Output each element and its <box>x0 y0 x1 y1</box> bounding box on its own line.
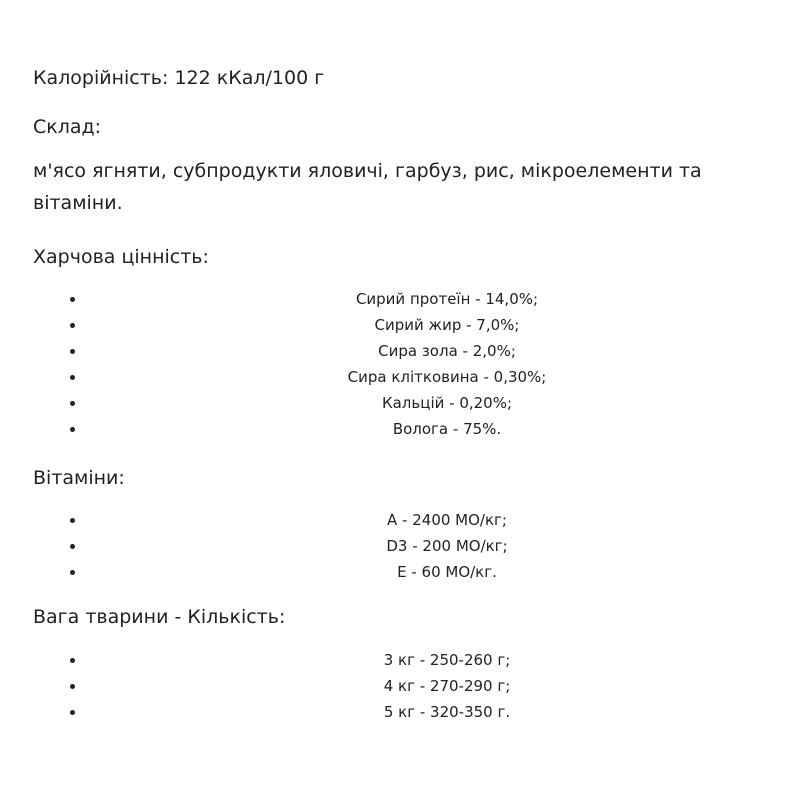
composition-text: м'ясо ягняти, субпродукти яловичі, гарбуз, рис, мікроелементи та вітаміни. <box>33 160 702 214</box>
nutrition-heading: Харчова цінність: <box>33 246 209 268</box>
nutrition-list <box>0 286 800 442</box>
bullet-icon <box>70 710 75 715</box>
bullet-icon <box>70 658 75 663</box>
bullet-icon <box>70 349 75 354</box>
list-item: Сирий протеїн - 14,0%; <box>0 286 800 312</box>
list-item: А - 2400 МО/кг; <box>0 507 800 533</box>
bullet-icon <box>70 544 75 549</box>
list-item: Кальцій - 0,20%; <box>0 390 800 416</box>
list-item: Волога - 75%. <box>0 416 800 442</box>
bullet-icon <box>70 323 75 328</box>
calories-text: Калорійність: 122 кКал/100 г <box>33 67 325 89</box>
dosage-heading: Вага тварини - Кількість: <box>33 606 286 628</box>
vitamins-list <box>0 507 800 585</box>
bullet-icon <box>70 297 75 302</box>
list-item: 4 кг - 270-290 г; <box>0 673 800 699</box>
list-item: Е - 60 МО/кг. <box>0 559 800 585</box>
list-item: Сирий жир - 7,0%; <box>0 312 800 338</box>
bullet-icon <box>70 684 75 689</box>
composition-heading: Склад: <box>33 116 102 138</box>
list-item: Сира клітковина - 0,30%; <box>0 364 800 390</box>
bullet-icon <box>70 401 75 406</box>
dosage-list <box>0 647 800 725</box>
bullet-icon <box>70 427 75 432</box>
bullet-icon <box>70 518 75 523</box>
bullet-icon <box>70 570 75 575</box>
bullet-icon <box>70 375 75 380</box>
list-item: D3 - 200 МО/кг; <box>0 533 800 559</box>
vitamins-heading: Вітаміни: <box>33 467 125 489</box>
list-item: Сира зола - 2,0%; <box>0 338 800 364</box>
list-item: 3 кг - 250-260 г; <box>0 647 800 673</box>
list-item: 5 кг - 320-350 г. <box>0 699 800 725</box>
